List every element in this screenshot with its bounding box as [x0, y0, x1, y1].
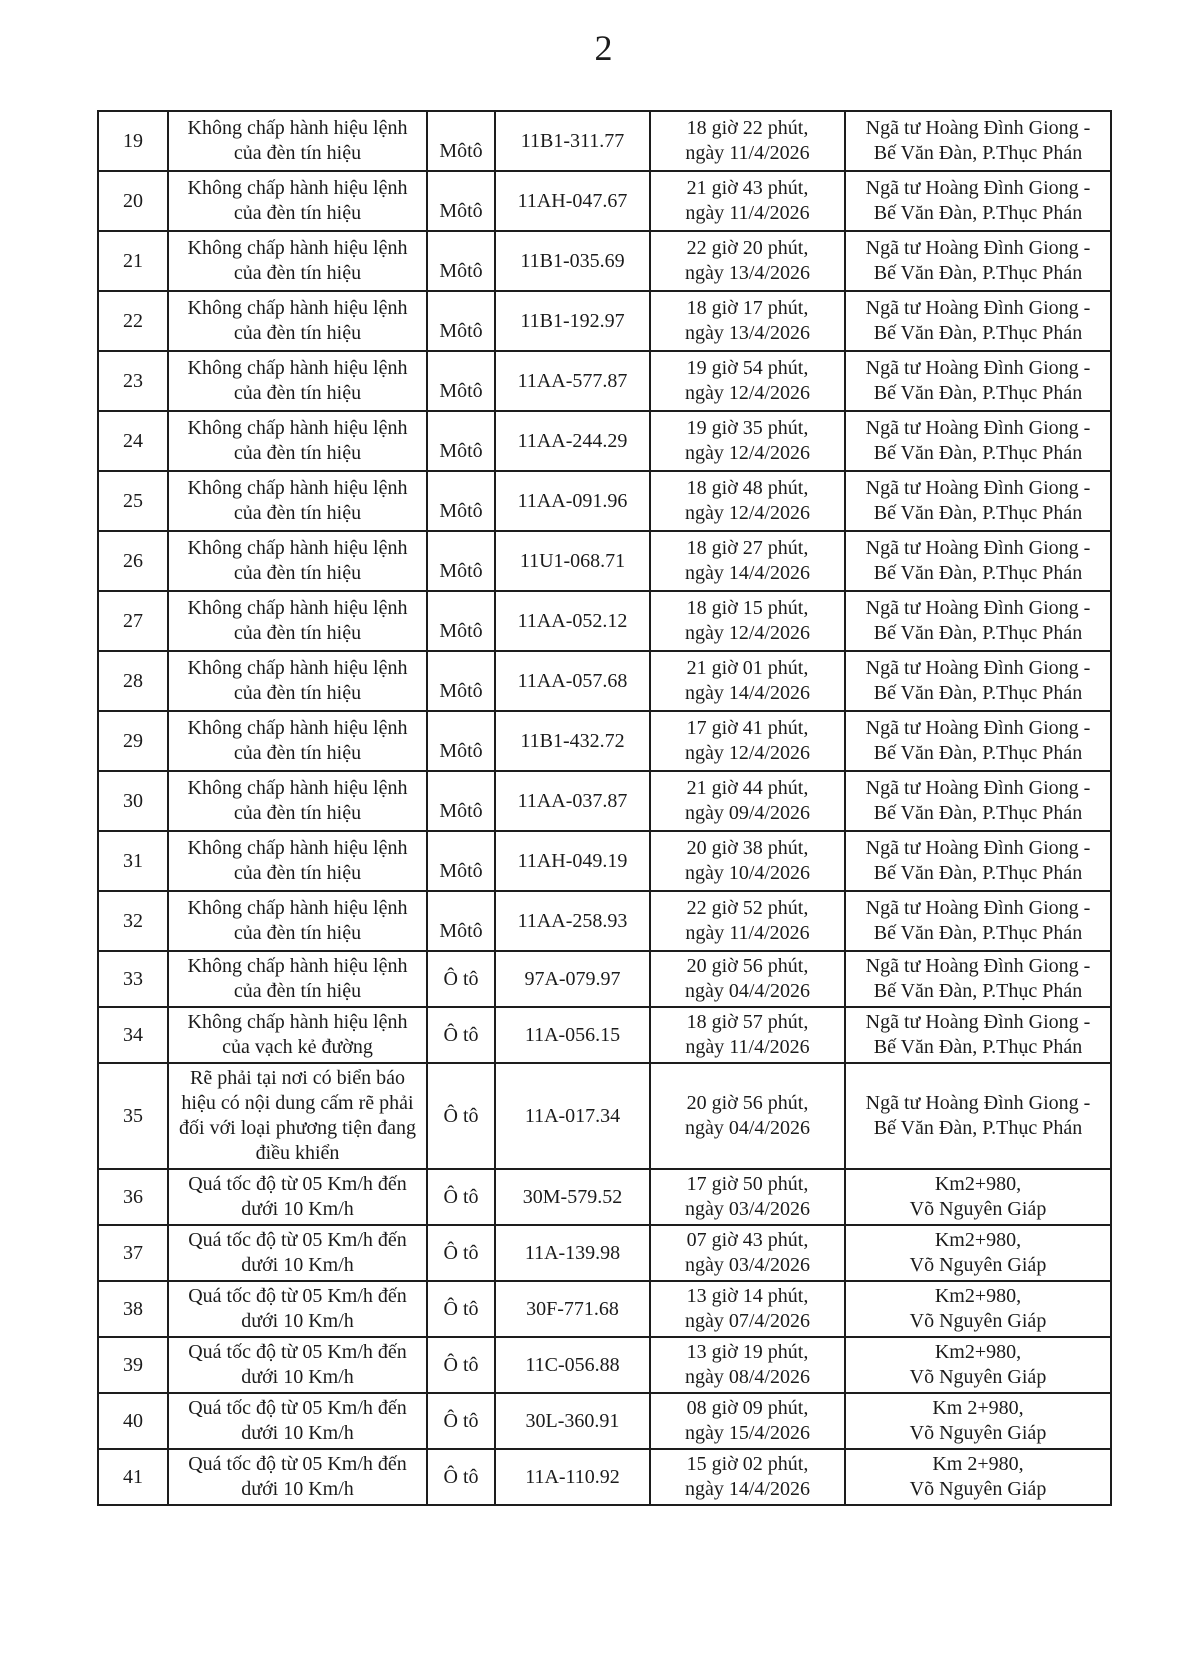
time-line: ngày 12/4/2026 — [685, 442, 810, 464]
time-line: ngày 11/4/2026 — [685, 142, 810, 164]
location-line: Km2+980, — [934, 1285, 1022, 1307]
table-row — [98, 771, 1111, 831]
cell-location — [845, 291, 1111, 351]
cell-license-plate: 11AA-244.29 — [495, 411, 650, 471]
table-row — [98, 591, 1111, 651]
time-line: 20 giờ 38 phút, — [686, 837, 809, 859]
cell-license-plate: 11C-056.88 — [495, 1337, 650, 1393]
table-row — [98, 1169, 1111, 1225]
cell-vehicle-type: Môtô — [427, 111, 495, 171]
table-row — [98, 351, 1111, 411]
time-line: ngày 12/4/2026 — [685, 382, 810, 404]
cell-license-plate: 11AA-037.87 — [495, 771, 650, 831]
cell-index: 28 — [98, 651, 168, 711]
cell-location — [845, 1063, 1111, 1169]
location-line: Bế Văn Đàn, P.Thục Phán — [873, 622, 1083, 644]
cell-index: 35 — [98, 1063, 168, 1169]
cell-location — [845, 711, 1111, 771]
cell-violation: Quá tốc độ từ 05 Km/h đến dưới 10 Km/h — [168, 1281, 427, 1337]
cell-location — [845, 1281, 1111, 1337]
cell-location — [845, 471, 1111, 531]
time-line: 15 giờ 02 phút, — [686, 1453, 809, 1475]
cell-violation: Không chấp hành hiệu lệnh của đèn tín hiệu — [168, 711, 427, 771]
location-line: Ngã tư Hoàng Đình Giong - — [865, 537, 1091, 559]
location-line: Bế Văn Đàn, P.Thục Phán — [873, 322, 1083, 344]
table-row — [98, 411, 1111, 471]
cell-license-plate: 11AA-052.12 — [495, 591, 650, 651]
cell-vehicle-type: Môtô — [427, 351, 495, 411]
cell-vehicle-type: Ô tô — [427, 1393, 495, 1449]
location-line: Bế Văn Đàn, P.Thục Phán — [873, 502, 1083, 524]
cell-location — [845, 1449, 1111, 1505]
cell-vehicle-type: Môtô — [427, 231, 495, 291]
cell-index: 21 — [98, 231, 168, 291]
cell-location — [845, 891, 1111, 951]
time-line: 21 giờ 43 phút, — [686, 177, 809, 199]
location-line: Km 2+980, — [932, 1397, 1024, 1419]
location-line: Ngã tư Hoàng Đình Giong - — [865, 1011, 1091, 1033]
cell-violation-time — [650, 1007, 845, 1063]
time-line: ngày 07/4/2026 — [685, 1310, 810, 1332]
location-line: Ngã tư Hoàng Đình Giong - — [865, 597, 1091, 619]
cell-violation-time — [650, 531, 845, 591]
table-row — [98, 531, 1111, 591]
cell-license-plate: 11A-110.92 — [495, 1449, 650, 1505]
table-row — [98, 651, 1111, 711]
cell-violation-time — [650, 1063, 845, 1169]
location-line: Võ Nguyên Giáp — [909, 1254, 1047, 1276]
cell-index: 20 — [98, 171, 168, 231]
cell-index: 29 — [98, 711, 168, 771]
location-line: Bế Văn Đàn, P.Thục Phán — [873, 742, 1083, 764]
location-line: Km2+980, — [934, 1173, 1022, 1195]
cell-license-plate: 11AA-577.87 — [495, 351, 650, 411]
cell-vehicle-type: Môtô — [427, 891, 495, 951]
cell-vehicle-type: Môtô — [427, 171, 495, 231]
cell-location — [845, 951, 1111, 1007]
cell-violation-time — [650, 651, 845, 711]
cell-vehicle-type: Ô tô — [427, 1281, 495, 1337]
cell-location — [845, 171, 1111, 231]
time-line: ngày 10/4/2026 — [685, 862, 810, 884]
cell-index: 39 — [98, 1337, 168, 1393]
location-line: Bế Văn Đàn, P.Thục Phán — [873, 202, 1083, 224]
location-line: Võ Nguyên Giáp — [909, 1310, 1047, 1332]
cell-license-plate: 11A-017.34 — [495, 1063, 650, 1169]
cell-violation-time — [650, 1169, 845, 1225]
table-row — [98, 1063, 1111, 1169]
location-line: Bế Văn Đàn, P.Thục Phán — [873, 980, 1083, 1002]
cell-vehicle-type: Môtô — [427, 591, 495, 651]
cell-index: 25 — [98, 471, 168, 531]
table-row — [98, 231, 1111, 291]
location-line: Ngã tư Hoàng Đình Giong - — [865, 777, 1091, 799]
cell-violation: Không chấp hành hiệu lệnh của đèn tín hiệu — [168, 591, 427, 651]
cell-location — [845, 411, 1111, 471]
cell-violation-time — [650, 1337, 845, 1393]
location-line: Ngã tư Hoàng Đình Giong - — [865, 117, 1091, 139]
cell-location — [845, 1393, 1111, 1449]
cell-violation-time — [650, 1393, 845, 1449]
cell-license-plate: 11A-139.98 — [495, 1225, 650, 1281]
cell-index: 41 — [98, 1449, 168, 1505]
cell-vehicle-type: Ô tô — [427, 1337, 495, 1393]
time-line: 22 giờ 20 phút, — [686, 237, 809, 259]
cell-location — [845, 231, 1111, 291]
cell-violation: Quá tốc độ từ 05 Km/h đến dưới 10 Km/h — [168, 1337, 427, 1393]
cell-location — [845, 771, 1111, 831]
cell-vehicle-type: Môtô — [427, 831, 495, 891]
cell-violation: Không chấp hành hiệu lệnh của đèn tín hiệu — [168, 831, 427, 891]
location-line: Ngã tư Hoàng Đình Giong - — [865, 477, 1091, 499]
cell-license-plate: 11B1-192.97 — [495, 291, 650, 351]
location-line: Bế Văn Đàn, P.Thục Phán — [873, 562, 1083, 584]
cell-violation: Không chấp hành hiệu lệnh của đèn tín hiệu — [168, 531, 427, 591]
location-line: Km2+980, — [934, 1341, 1022, 1363]
table-row — [98, 1393, 1111, 1449]
time-line: ngày 14/4/2026 — [685, 682, 810, 704]
cell-location — [845, 1007, 1111, 1063]
cell-violation-time — [650, 231, 845, 291]
location-line: Võ Nguyên Giáp — [909, 1198, 1047, 1220]
violations-table — [97, 110, 1112, 1506]
cell-license-plate: 11AA-258.93 — [495, 891, 650, 951]
location-line: Võ Nguyên Giáp — [909, 1366, 1047, 1388]
time-line: ngày 08/4/2026 — [685, 1366, 810, 1388]
time-line: 20 giờ 56 phút, — [686, 955, 809, 977]
time-line: ngày 11/4/2026 — [685, 1036, 810, 1058]
cell-violation: Không chấp hành hiệu lệnh của đèn tín hiệu — [168, 411, 427, 471]
location-line: Ngã tư Hoàng Đình Giong - — [865, 955, 1091, 977]
cell-location — [845, 651, 1111, 711]
cell-location — [845, 351, 1111, 411]
cell-index: 26 — [98, 531, 168, 591]
time-line: 22 giờ 52 phút, — [686, 897, 809, 919]
time-line: ngày 04/4/2026 — [685, 1117, 810, 1139]
time-line: ngày 03/4/2026 — [685, 1254, 810, 1276]
cell-violation: Rẽ phải tại nơi có biển báo hiệu có nội dung cấm rẽ phải đối với loại phương tiện đang điều khiển — [168, 1063, 427, 1169]
table-row — [98, 711, 1111, 771]
location-line: Bế Văn Đàn, P.Thục Phán — [873, 922, 1083, 944]
cell-index: 36 — [98, 1169, 168, 1225]
cell-violation-time — [650, 111, 845, 171]
time-line: ngày 04/4/2026 — [685, 980, 810, 1002]
cell-violation-time — [650, 291, 845, 351]
cell-index: 40 — [98, 1393, 168, 1449]
cell-violation-time — [650, 1281, 845, 1337]
time-line: ngày 11/4/2026 — [685, 202, 810, 224]
cell-violation-time — [650, 471, 845, 531]
cell-violation: Quá tốc độ từ 05 Km/h đến dưới 10 Km/h — [168, 1449, 427, 1505]
location-line: Bế Văn Đàn, P.Thục Phán — [873, 262, 1083, 284]
cell-violation-time — [650, 771, 845, 831]
table-body — [98, 111, 1111, 1505]
cell-location — [845, 111, 1111, 171]
location-line: Bế Văn Đàn, P.Thục Phán — [873, 442, 1083, 464]
cell-index: 23 — [98, 351, 168, 411]
cell-license-plate: 11AH-049.19 — [495, 831, 650, 891]
cell-vehicle-type: Môtô — [427, 291, 495, 351]
cell-violation: Không chấp hành hiệu lệnh của đèn tín hiệu — [168, 891, 427, 951]
cell-violation: Không chấp hành hiệu lệnh của đèn tín hiệu — [168, 471, 427, 531]
cell-license-plate: 11AA-091.96 — [495, 471, 650, 531]
location-line: Bế Văn Đàn, P.Thục Phán — [873, 862, 1083, 884]
cell-violation: Quá tốc độ từ 05 Km/h đến dưới 10 Km/h — [168, 1169, 427, 1225]
cell-license-plate: 30L-360.91 — [495, 1393, 650, 1449]
table-row — [98, 831, 1111, 891]
cell-vehicle-type: Môtô — [427, 771, 495, 831]
cell-location — [845, 1169, 1111, 1225]
time-line: 18 giờ 17 phút, — [686, 297, 809, 319]
cell-vehicle-type: Ô tô — [427, 951, 495, 1007]
time-line: 19 giờ 54 phút, — [686, 357, 809, 379]
cell-vehicle-type: Ô tô — [427, 1449, 495, 1505]
table-row — [98, 1337, 1111, 1393]
cell-license-plate: 11B1-432.72 — [495, 711, 650, 771]
location-line: Ngã tư Hoàng Đình Giong - — [865, 297, 1091, 319]
time-line: ngày 14/4/2026 — [685, 1478, 810, 1500]
cell-license-plate: 11B1-311.77 — [495, 111, 650, 171]
cell-vehicle-type: Môtô — [427, 471, 495, 531]
location-line: Võ Nguyên Giáp — [909, 1478, 1047, 1500]
time-line: ngày 09/4/2026 — [685, 802, 810, 824]
location-line: Ngã tư Hoàng Đình Giong - — [865, 237, 1091, 259]
cell-location — [845, 1337, 1111, 1393]
cell-location — [845, 591, 1111, 651]
time-line: ngày 12/4/2026 — [685, 622, 810, 644]
cell-license-plate: 11A-056.15 — [495, 1007, 650, 1063]
cell-violation: Không chấp hành hiệu lệnh của đèn tín hiệu — [168, 351, 427, 411]
cell-vehicle-type: Môtô — [427, 651, 495, 711]
cell-index: 22 — [98, 291, 168, 351]
cell-index: 31 — [98, 831, 168, 891]
cell-license-plate: 97A-079.97 — [495, 951, 650, 1007]
cell-vehicle-type: Môtô — [427, 531, 495, 591]
time-line: 07 giờ 43 phút, — [686, 1229, 809, 1251]
location-line: Ngã tư Hoàng Đình Giong - — [865, 177, 1091, 199]
table-row — [98, 171, 1111, 231]
time-line: 13 giờ 19 phút, — [686, 1341, 809, 1363]
time-line: ngày 12/4/2026 — [685, 502, 810, 524]
cell-violation: Không chấp hành hiệu lệnh của đèn tín hiệu — [168, 111, 427, 171]
time-line: 21 giờ 44 phút, — [686, 777, 809, 799]
location-line: Ngã tư Hoàng Đình Giong - — [865, 717, 1091, 739]
cell-license-plate: 11U1-068.71 — [495, 531, 650, 591]
cell-license-plate: 30M-579.52 — [495, 1169, 650, 1225]
cell-violation-time — [650, 411, 845, 471]
table-row — [98, 951, 1111, 1007]
location-line: Bế Văn Đàn, P.Thục Phán — [873, 682, 1083, 704]
time-line: 17 giờ 41 phút, — [686, 717, 809, 739]
location-line: Ngã tư Hoàng Đình Giong - — [865, 1092, 1091, 1114]
table-row — [98, 1449, 1111, 1505]
time-line: 18 giờ 27 phút, — [686, 537, 809, 559]
cell-vehicle-type: Ô tô — [427, 1007, 495, 1063]
cell-license-plate: 30F-771.68 — [495, 1281, 650, 1337]
location-line: Ngã tư Hoàng Đình Giong - — [865, 897, 1091, 919]
cell-violation: Quá tốc độ từ 05 Km/h đến dưới 10 Km/h — [168, 1225, 427, 1281]
cell-location — [845, 1225, 1111, 1281]
cell-index: 33 — [98, 951, 168, 1007]
time-line: ngày 14/4/2026 — [685, 562, 810, 584]
cell-violation-time — [650, 711, 845, 771]
location-line: Ngã tư Hoàng Đình Giong - — [865, 657, 1091, 679]
cell-location — [845, 531, 1111, 591]
table-row — [98, 1007, 1111, 1063]
time-line: 21 giờ 01 phút, — [686, 657, 809, 679]
cell-violation-time — [650, 1449, 845, 1505]
location-line: Võ Nguyên Giáp — [909, 1422, 1047, 1444]
location-line: Bế Văn Đàn, P.Thục Phán — [873, 802, 1083, 824]
cell-violation-time — [650, 171, 845, 231]
location-line: Bế Văn Đàn, P.Thục Phán — [873, 1117, 1083, 1139]
time-line: 18 giờ 22 phút, — [686, 117, 809, 139]
cell-vehicle-type: Môtô — [427, 411, 495, 471]
table-row — [98, 291, 1111, 351]
location-line: Ngã tư Hoàng Đình Giong - — [865, 417, 1091, 439]
time-line: ngày 11/4/2026 — [685, 922, 810, 944]
cell-violation: Không chấp hành hiệu lệnh của đèn tín hiệu — [168, 231, 427, 291]
cell-violation-time — [650, 891, 845, 951]
cell-index: 34 — [98, 1007, 168, 1063]
cell-violation-time — [650, 951, 845, 1007]
cell-violation: Không chấp hành hiệu lệnh của đèn tín hiệu — [168, 171, 427, 231]
cell-vehicle-type: Ô tô — [427, 1225, 495, 1281]
cell-violation: Không chấp hành hiệu lệnh của đèn tín hiệu — [168, 771, 427, 831]
location-line: Km2+980, — [934, 1229, 1022, 1251]
cell-index: 32 — [98, 891, 168, 951]
cell-license-plate: 11AA-057.68 — [495, 651, 650, 711]
cell-violation: Quá tốc độ từ 05 Km/h đến dưới 10 Km/h — [168, 1393, 427, 1449]
cell-index: 27 — [98, 591, 168, 651]
cell-violation: Không chấp hành hiệu lệnh của đèn tín hiệu — [168, 291, 427, 351]
table-row — [98, 111, 1111, 171]
cell-index: 38 — [98, 1281, 168, 1337]
cell-violation: Không chấp hành hiệu lệnh của đèn tín hiệu — [168, 651, 427, 711]
location-line: Bế Văn Đàn, P.Thục Phán — [873, 142, 1083, 164]
time-line: 19 giờ 35 phút, — [686, 417, 809, 439]
time-line: 18 giờ 57 phút, — [686, 1011, 809, 1033]
location-line: Ngã tư Hoàng Đình Giong - — [865, 357, 1091, 379]
time-line: ngày 13/4/2026 — [685, 322, 810, 344]
location-line: Bế Văn Đàn, P.Thục Phán — [873, 1036, 1083, 1058]
cell-vehicle-type: Ô tô — [427, 1169, 495, 1225]
cell-vehicle-type: Môtô — [427, 711, 495, 771]
cell-index: 19 — [98, 111, 168, 171]
table-row — [98, 471, 1111, 531]
time-line: 17 giờ 50 phút, — [686, 1173, 809, 1195]
table-row — [98, 1281, 1111, 1337]
cell-violation-time — [650, 831, 845, 891]
page-number: 2 — [594, 28, 613, 68]
time-line: ngày 03/4/2026 — [685, 1198, 810, 1220]
cell-violation: Không chấp hành hiệu lệnh của vạch kẻ đường — [168, 1007, 427, 1063]
time-line: 13 giờ 14 phút, — [686, 1285, 809, 1307]
location-line: Km 2+980, — [932, 1453, 1024, 1475]
cell-violation-time — [650, 1225, 845, 1281]
cell-index: 37 — [98, 1225, 168, 1281]
cell-index: 30 — [98, 771, 168, 831]
cell-location — [845, 831, 1111, 891]
cell-vehicle-type: Ô tô — [427, 1063, 495, 1169]
cell-violation: Không chấp hành hiệu lệnh của đèn tín hiệu — [168, 951, 427, 1007]
time-line: 08 giờ 09 phút, — [686, 1397, 809, 1419]
time-line: 18 giờ 48 phút, — [686, 477, 809, 499]
time-line: 18 giờ 15 phút, — [686, 597, 809, 619]
time-line: ngày 12/4/2026 — [685, 742, 810, 764]
location-line: Bế Văn Đàn, P.Thục Phán — [873, 382, 1083, 404]
cell-violation-time — [650, 351, 845, 411]
cell-violation-time — [650, 591, 845, 651]
cell-license-plate: 11B1-035.69 — [495, 231, 650, 291]
cell-index: 24 — [98, 411, 168, 471]
location-line: Ngã tư Hoàng Đình Giong - — [865, 837, 1091, 859]
time-line: ngày 15/4/2026 — [685, 1422, 810, 1444]
time-line: ngày 13/4/2026 — [685, 262, 810, 284]
cell-license-plate: 11AH-047.67 — [495, 171, 650, 231]
table-row — [98, 1225, 1111, 1281]
table-row — [98, 891, 1111, 951]
time-line: 20 giờ 56 phút, — [686, 1092, 809, 1114]
